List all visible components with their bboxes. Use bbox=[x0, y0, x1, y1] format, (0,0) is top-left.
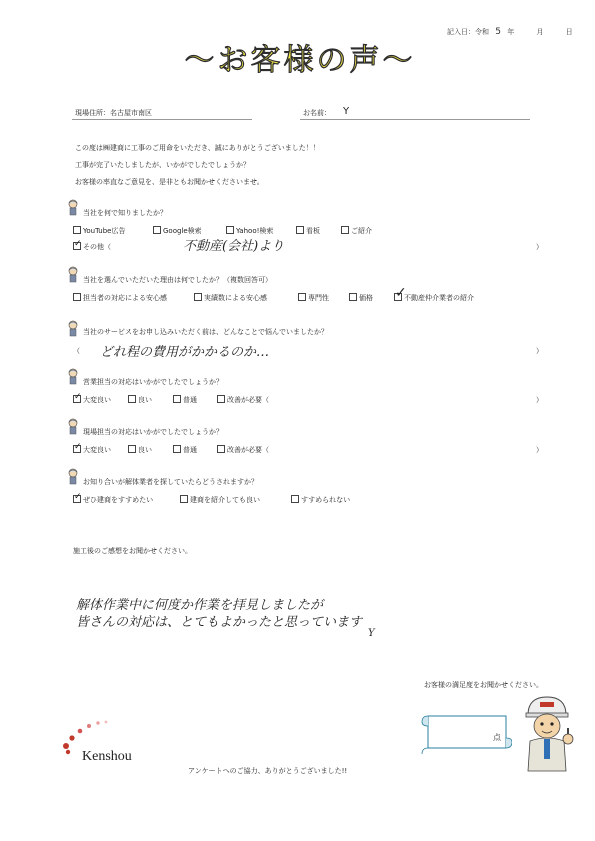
option-label: 実績数による安心感 bbox=[204, 294, 267, 302]
mascot-icon bbox=[67, 199, 79, 217]
site-address-underline bbox=[72, 119, 252, 120]
checkbox[interactable] bbox=[73, 226, 81, 234]
q4-question: 営業担当の対応はいかがでしたでしょうか？ bbox=[83, 378, 223, 386]
option-label: 担当者の対応による安心感 bbox=[83, 294, 167, 302]
q4-close-paren: ） bbox=[536, 396, 543, 404]
intro-line-3: お客様の率直なご意見を、是非ともお聞かせくださいませ。 bbox=[75, 178, 264, 186]
checkbox[interactable] bbox=[153, 226, 161, 234]
checkbox[interactable] bbox=[128, 395, 136, 403]
option-label: 不動産仲介業者の紹介 bbox=[404, 294, 474, 302]
option-label: 良い bbox=[138, 446, 152, 454]
q3-question: 当社のサービスをお申し込みいただく前は、どんなことで悩んでいましたか？ bbox=[83, 328, 328, 336]
option-label: 改善が必要（ bbox=[227, 396, 269, 404]
worker-mascot-icon bbox=[518, 693, 576, 775]
q5-close-paren: ） bbox=[536, 446, 543, 454]
q5-question: 現場担当の対応はいかがでしたでしょうか？ bbox=[83, 428, 223, 436]
brand-name: Kenshou bbox=[82, 749, 132, 764]
intro-line-1: この度は㈱建商に工事のご用命をいただき、誠にありがとうございました！！ bbox=[75, 144, 320, 152]
name-label: お名前： bbox=[303, 109, 331, 117]
date-month-unit: 月 bbox=[536, 28, 544, 36]
checkbox[interactable] bbox=[217, 445, 225, 453]
option-label: 改善が必要（ bbox=[227, 446, 269, 454]
date-label: 記入日：令和 bbox=[447, 28, 489, 36]
site-address: 現場住所：名古屋市南区 bbox=[75, 109, 152, 117]
q2-option-expertise[interactable] bbox=[298, 293, 329, 303]
q5-option-good[interactable] bbox=[128, 445, 152, 455]
option-label: 良い bbox=[138, 396, 152, 404]
checkbox[interactable] bbox=[173, 395, 181, 403]
q4-option-good[interactable] bbox=[128, 395, 152, 405]
q6-option-not-recommend[interactable] bbox=[291, 495, 350, 505]
page-title bbox=[150, 40, 450, 80]
score-unit: 点 bbox=[493, 733, 501, 742]
checkbox[interactable] bbox=[128, 445, 136, 453]
q4-option-very-good[interactable] bbox=[73, 392, 111, 405]
footer-thanks: アンケートへのご協力、ありがとうございました!! bbox=[188, 767, 348, 775]
checkbox[interactable] bbox=[73, 492, 82, 503]
option-label: 普通 bbox=[183, 396, 197, 404]
checkbox[interactable] bbox=[73, 442, 82, 453]
q1-option-youtube[interactable] bbox=[73, 226, 125, 236]
option-label: Google検索 bbox=[163, 227, 202, 235]
checkbox[interactable] bbox=[194, 293, 202, 301]
option-label: 専門性 bbox=[308, 294, 329, 302]
q1-close-paren: ） bbox=[536, 243, 543, 251]
q6-option-ok-to-introduce[interactable] bbox=[180, 495, 260, 505]
checkbox[interactable] bbox=[296, 226, 304, 234]
q4-option-needs-improvement[interactable] bbox=[217, 395, 269, 405]
option-label: 大変良い bbox=[83, 446, 111, 454]
q5-option-average[interactable] bbox=[173, 445, 197, 455]
q2-option-realtor[interactable] bbox=[394, 285, 474, 303]
satisfaction-label: お客様の満足度をお聞かせください。 bbox=[424, 681, 543, 689]
option-label: 普通 bbox=[183, 446, 197, 454]
checkbox[interactable] bbox=[341, 226, 349, 234]
date-year: 5 bbox=[495, 27, 501, 37]
option-label: 看板 bbox=[306, 227, 320, 235]
mascot-icon bbox=[67, 320, 79, 338]
mascot-icon bbox=[67, 418, 79, 436]
q3-open-paren: （ bbox=[73, 347, 80, 355]
date-day-unit: 日 bbox=[565, 28, 573, 36]
q3-close-paren: ） bbox=[536, 347, 543, 355]
checkmark-icon: ✓ bbox=[74, 239, 82, 249]
q1-option-signboard[interactable] bbox=[296, 226, 320, 236]
checkbox[interactable] bbox=[394, 285, 407, 301]
option-label: 価格 bbox=[359, 294, 373, 302]
checkbox[interactable] bbox=[298, 293, 306, 301]
q3-answer: どれ程の費用がかかるのか… bbox=[100, 345, 270, 360]
checkmark-icon: ✓ bbox=[74, 492, 82, 502]
checkbox[interactable] bbox=[291, 495, 299, 503]
checkmark-icon: ✓ bbox=[395, 285, 407, 301]
date-line bbox=[447, 27, 573, 37]
option-label: その他（ bbox=[83, 243, 111, 251]
option-label: ぜひ建商をすすめたい bbox=[83, 496, 154, 504]
checkbox[interactable] bbox=[226, 226, 234, 234]
checkbox[interactable] bbox=[173, 445, 181, 453]
page-title-text: 〜お客様の声〜 bbox=[184, 43, 416, 78]
intro-line-2: 工事が完了いたしましたが、いかがでしたでしょうか？ bbox=[75, 161, 250, 169]
mascot-icon bbox=[67, 468, 79, 486]
impressions-signature: Y bbox=[368, 628, 375, 639]
q1-question: 当社を何で知りましたか？ bbox=[83, 209, 167, 217]
mascot-icon bbox=[67, 368, 79, 386]
checkbox[interactable] bbox=[73, 293, 81, 301]
name-underline bbox=[300, 119, 530, 120]
q6-option-recommend[interactable] bbox=[73, 492, 154, 505]
q2-option-track-record[interactable] bbox=[194, 293, 267, 303]
q5-option-needs-improvement[interactable] bbox=[217, 445, 269, 455]
name-value: Y bbox=[343, 106, 350, 117]
impressions-label: 施工後のご感想をお聞かせください。 bbox=[73, 547, 192, 555]
checkbox[interactable] bbox=[73, 392, 82, 403]
option-label: Yahoo!検索 bbox=[236, 227, 274, 235]
q1-option-other[interactable] bbox=[73, 239, 111, 252]
q6-question: お知り合いが解体業者を探していたらどうされますか？ bbox=[83, 478, 258, 486]
option-label: YouTube広告 bbox=[83, 227, 126, 235]
checkmark-icon: ✓ bbox=[74, 392, 82, 402]
q1-other-answer: 不動産(会社)より bbox=[183, 239, 285, 254]
q1-option-referral[interactable] bbox=[341, 226, 372, 236]
q4-option-average[interactable] bbox=[173, 395, 197, 405]
mascot-icon bbox=[67, 266, 79, 284]
option-label: すすめられない bbox=[301, 496, 351, 504]
checkbox[interactable] bbox=[217, 395, 225, 403]
impressions-line-2: 皆さんの対応は、とてもよかったと思っています bbox=[76, 615, 363, 630]
q2-question: 当社を選んでいただいた理由は何でしたか？（複数回答可） bbox=[83, 276, 272, 284]
checkbox[interactable] bbox=[73, 239, 82, 250]
checkbox[interactable] bbox=[180, 495, 188, 503]
date-year-unit: 年 bbox=[507, 28, 515, 36]
checkbox[interactable] bbox=[349, 293, 357, 301]
q2-option-staff[interactable] bbox=[73, 293, 167, 303]
option-label: ご紹介 bbox=[351, 227, 372, 235]
option-label: 大変良い bbox=[83, 396, 111, 404]
impressions-line-1: 解体作業中に何度か作業を拝見しましたが bbox=[76, 598, 324, 613]
checkmark-icon: ✓ bbox=[74, 442, 82, 452]
q2-option-price[interactable] bbox=[349, 293, 373, 303]
option-label: 建商を紹介しても良い bbox=[190, 496, 260, 504]
q5-option-very-good[interactable] bbox=[73, 442, 111, 455]
